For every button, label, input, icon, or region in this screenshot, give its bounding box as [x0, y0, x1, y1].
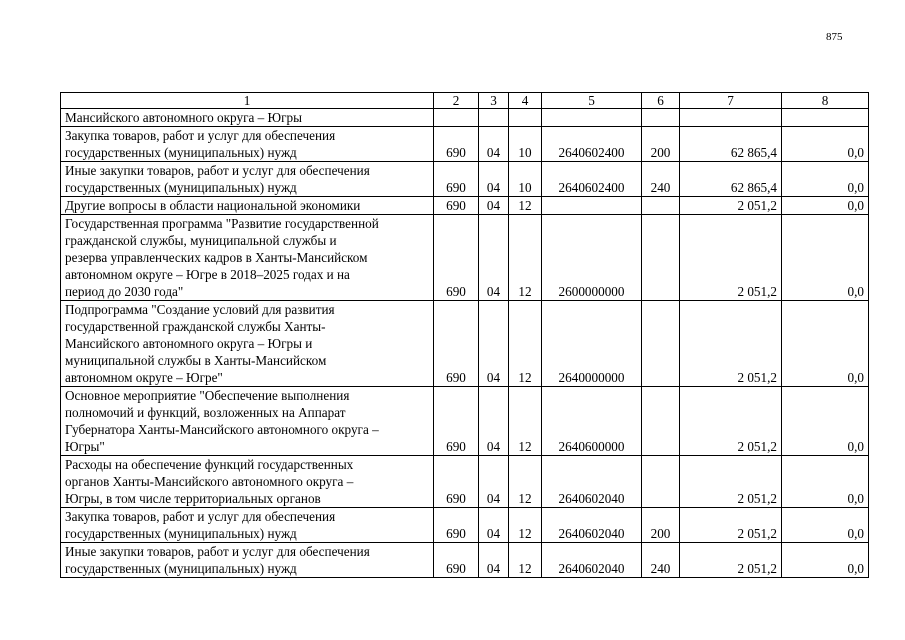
cell-amount-total: 62 865,4 [680, 127, 782, 162]
cell-name [61, 508, 434, 543]
cell-name [61, 543, 434, 578]
cell-amount-total: 2 051,2 [680, 456, 782, 508]
cell-name [61, 127, 434, 162]
cell-expense-type [642, 215, 680, 301]
cell-podrazdel: 10 [509, 127, 542, 162]
cell-target-article: 2640602400 [542, 162, 642, 197]
column-header: 4 [509, 93, 542, 109]
table-row [61, 162, 869, 197]
cell-expense-type [642, 197, 680, 215]
cell-name [61, 109, 434, 127]
cell-glava: 690 [434, 162, 479, 197]
cell-glava [434, 109, 479, 127]
cell-name-line: государственных (муниципальных) нужд [65, 180, 297, 195]
cell-target-article: 2640602040 [542, 508, 642, 543]
cell-name [61, 456, 434, 508]
cell-name [61, 387, 434, 456]
cell-amount-subvention [782, 109, 869, 127]
cell-razdel: 04 [479, 508, 509, 543]
cell-razdel: 04 [479, 456, 509, 508]
cell-name-line: Мансийского автономного округа – Югры и [65, 336, 313, 351]
cell-name-line: Иные закупки товаров, работ и услуг для обеспечения [65, 544, 370, 559]
cell-name-line: Югры" [65, 439, 105, 454]
table-row [61, 109, 869, 127]
cell-target-article: 2640000000 [542, 301, 642, 387]
cell-name-line: Другие вопросы в области национальной экономики [65, 198, 361, 213]
table-row [61, 456, 869, 508]
cell-podrazdel: 12 [509, 456, 542, 508]
cell-name [61, 215, 434, 301]
cell-name-line: Иные закупки товаров, работ и услуг для обеспечения [65, 163, 370, 178]
cell-amount-subvention: 0,0 [782, 508, 869, 543]
cell-razdel: 04 [479, 543, 509, 578]
cell-razdel: 04 [479, 162, 509, 197]
cell-podrazdel: 12 [509, 543, 542, 578]
cell-amount-total: 2 051,2 [680, 508, 782, 543]
cell-glava: 690 [434, 215, 479, 301]
cell-amount-subvention: 0,0 [782, 543, 869, 578]
table-row [61, 543, 869, 578]
cell-razdel: 04 [479, 387, 509, 456]
column-header: 3 [479, 93, 509, 109]
cell-glava: 690 [434, 387, 479, 456]
column-header: 7 [680, 93, 782, 109]
cell-name-line: полномочий и функций, возложенных на Аппарат [65, 405, 346, 420]
cell-amount-subvention: 0,0 [782, 215, 869, 301]
cell-razdel: 04 [479, 197, 509, 215]
cell-name-line: государственных (муниципальных) нужд [65, 145, 297, 160]
page-number: 875 [826, 31, 843, 43]
cell-expense-type: 200 [642, 508, 680, 543]
column-header: 8 [782, 93, 869, 109]
budget-table [60, 92, 869, 578]
cell-name-line: Закупка товаров, работ и услуг для обеспечения [65, 128, 336, 143]
cell-target-article: 2640602040 [542, 543, 642, 578]
cell-glava: 690 [434, 197, 479, 215]
cell-target-article: 2600000000 [542, 215, 642, 301]
cell-amount-subvention: 0,0 [782, 197, 869, 215]
cell-amount-total: 2 051,2 [680, 215, 782, 301]
table-header-row [61, 93, 869, 109]
cell-name-line: государственных (муниципальных) нужд [65, 526, 297, 541]
cell-target-article [542, 109, 642, 127]
cell-name-line: автономном округе – Югре" [65, 370, 223, 385]
cell-name-line: Основное мероприятие "Обеспечение выполнения [65, 388, 350, 403]
cell-razdel: 04 [479, 215, 509, 301]
cell-amount-total: 2 051,2 [680, 543, 782, 578]
cell-amount-total: 62 865,4 [680, 162, 782, 197]
column-header: 1 [61, 93, 434, 109]
cell-name-line: автономном округе – Югре в 2018–2025 годах и на [65, 267, 350, 282]
cell-expense-type [642, 456, 680, 508]
cell-glava: 690 [434, 127, 479, 162]
cell-amount-total: 2 051,2 [680, 301, 782, 387]
cell-name-line: Государственная программа "Развитие государственной [65, 216, 379, 231]
cell-glava: 690 [434, 543, 479, 578]
cell-expense-type: 240 [642, 543, 680, 578]
cell-podrazdel: 12 [509, 301, 542, 387]
cell-name-line: органов Ханты-Мансийского автономного округа – [65, 474, 354, 489]
cell-amount-subvention: 0,0 [782, 387, 869, 456]
cell-name-line: Югры, в том числе территориальных органов [65, 491, 321, 506]
table-row [61, 127, 869, 162]
cell-name-line: Губернатора Ханты-Мансийского автономного округа – [65, 422, 379, 437]
cell-amount-subvention: 0,0 [782, 301, 869, 387]
cell-name [61, 162, 434, 197]
cell-razdel: 04 [479, 127, 509, 162]
cell-podrazdel: 12 [509, 197, 542, 215]
cell-name-line: гражданской службы, муниципальной службы и [65, 233, 337, 248]
cell-amount-total [680, 109, 782, 127]
column-header: 2 [434, 93, 479, 109]
cell-razdel [479, 109, 509, 127]
table-row [61, 197, 869, 215]
cell-expense-type: 240 [642, 162, 680, 197]
cell-name-line: муниципальной службы в Ханты-Мансийском [65, 353, 327, 368]
cell-amount-subvention: 0,0 [782, 127, 869, 162]
cell-podrazdel: 12 [509, 215, 542, 301]
cell-name-line: Закупка товаров, работ и услуг для обеспечения [65, 509, 336, 524]
cell-name [61, 197, 434, 215]
cell-amount-total: 2 051,2 [680, 197, 782, 215]
cell-podrazdel: 12 [509, 387, 542, 456]
cell-name-line: резерва управленческих кадров в Ханты-Мансийском [65, 250, 368, 265]
cell-target-article: 2640600000 [542, 387, 642, 456]
column-header: 5 [542, 93, 642, 109]
cell-expense-type [642, 387, 680, 456]
table-row [61, 387, 869, 456]
cell-glava: 690 [434, 456, 479, 508]
cell-name-line: период до 2030 года" [65, 284, 184, 299]
table-row [61, 301, 869, 387]
cell-target-article: 2640602040 [542, 456, 642, 508]
cell-name-line: Расходы на обеспечение функций государственных [65, 457, 354, 472]
cell-expense-type: 200 [642, 127, 680, 162]
cell-name-line: государственных (муниципальных) нужд [65, 561, 297, 576]
cell-expense-type [642, 109, 680, 127]
cell-name-line: Мансийского автономного округа – Югры [65, 110, 302, 125]
cell-name-line: Подпрограмма "Создание условий для развития [65, 302, 335, 317]
cell-amount-subvention: 0,0 [782, 162, 869, 197]
cell-glava: 690 [434, 301, 479, 387]
cell-podrazdel: 12 [509, 508, 542, 543]
cell-target-article: 2640602400 [542, 127, 642, 162]
cell-name-line: государственной гражданской службы Ханты- [65, 319, 326, 334]
column-header: 6 [642, 93, 680, 109]
cell-name [61, 301, 434, 387]
cell-amount-subvention: 0,0 [782, 456, 869, 508]
cell-amount-total: 2 051,2 [680, 387, 782, 456]
cell-podrazdel: 10 [509, 162, 542, 197]
table-row [61, 215, 869, 301]
cell-target-article [542, 197, 642, 215]
table-row [61, 508, 869, 543]
cell-glava: 690 [434, 508, 479, 543]
cell-razdel: 04 [479, 301, 509, 387]
cell-expense-type [642, 301, 680, 387]
cell-podrazdel [509, 109, 542, 127]
